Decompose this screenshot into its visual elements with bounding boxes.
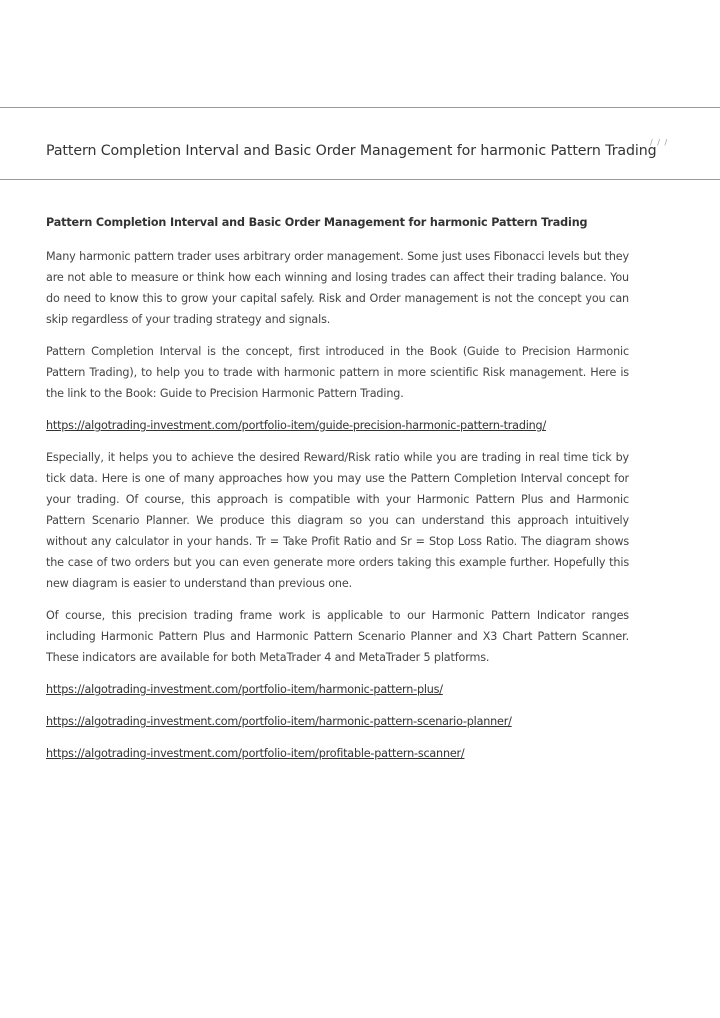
link-profitable-pattern-scanner[interactable]: https://algotrading-investment.com/portfolio-item/profitable-pattern-scanner/ [46, 747, 465, 760]
link-guide-precision-harmonic-pattern-trading[interactable]: https://algotrading-investment.com/portfolio-item/guide-precision-harmonic-pattern-trading/ [46, 419, 547, 432]
link-harmonic-pattern-plus[interactable]: https://algotrading-investment.com/portfolio-item/harmonic-pattern-plus/ [46, 683, 443, 696]
paragraph-pci-concept: Pattern Completion Interval is the concept, first introduced in the Book (Guide to Precision Harmonic Pattern Trading), to help you to trade with harmonic pattern in more scientific Risk management. Here is the link to the Book: Guide to Precision Harmonic Pattern Trading. [46, 345, 629, 400]
paragraph-indicators: Of course, this precision trading frame work is applicable to our Harmonic Pattern Indicator ranges including Harmonic Pattern Plus and Harmonic Pattern Scenario Planner and X3 Chart Pattern Scanner. These indicators are available for both MetaTrader 4 and MetaTrader 5 platforms. [46, 609, 629, 664]
link-line-book [46, 415, 629, 436]
paragraph-intro: Many harmonic pattern trader uses arbitrary order management. Some just uses Fibonacci levels but they are not able to measure or think how each winning and losing trades can affect their trading balance. You do need to know this to grow your capital safely. Risk and Order management is not the concept you can skip regardless of your trading strategy and signals. [46, 250, 629, 326]
link-line-scenario-planner [46, 711, 629, 732]
link-harmonic-pattern-scenario-planner[interactable]: https://algotrading-investment.com/portfolio-item/harmonic-pattern-scenario-planner/ [46, 715, 512, 728]
article-heading: Pattern Completion Interval and Basic Order Management for harmonic Pattern Trading [46, 216, 588, 229]
paragraph-reward-risk: Especially, it helps you to achieve the desired Reward/Risk ratio while you are trading in real time tick by tick data. Here is one of many approaches how you may use the Pattern Completion Interval concept for your trading. Of course, this approach is compatible with your Harmonic Pattern Plus and Harmonic Pattern Scenario Planner. We produce this diagram so you can understand this approach intuitively without any calculator in your hands. Tr = Take Profit Ratio and Sr = Stop Loss Ratio. The diagram shows the case of two orders but you can even generate more orders taking this example further. Hopefully this new diagram is easier to understand than previous one. [46, 451, 629, 590]
header-bottom-divider [0, 179, 720, 180]
link-line-harmonic-pattern-plus [46, 679, 629, 700]
page-marker: / / / [650, 138, 669, 147]
link-line-pattern-scanner [46, 743, 629, 764]
header-title: Pattern Completion Interval and Basic Order Management for harmonic Pattern Trading [46, 143, 657, 159]
article-body [46, 213, 629, 775]
header-top-divider [0, 107, 720, 108]
